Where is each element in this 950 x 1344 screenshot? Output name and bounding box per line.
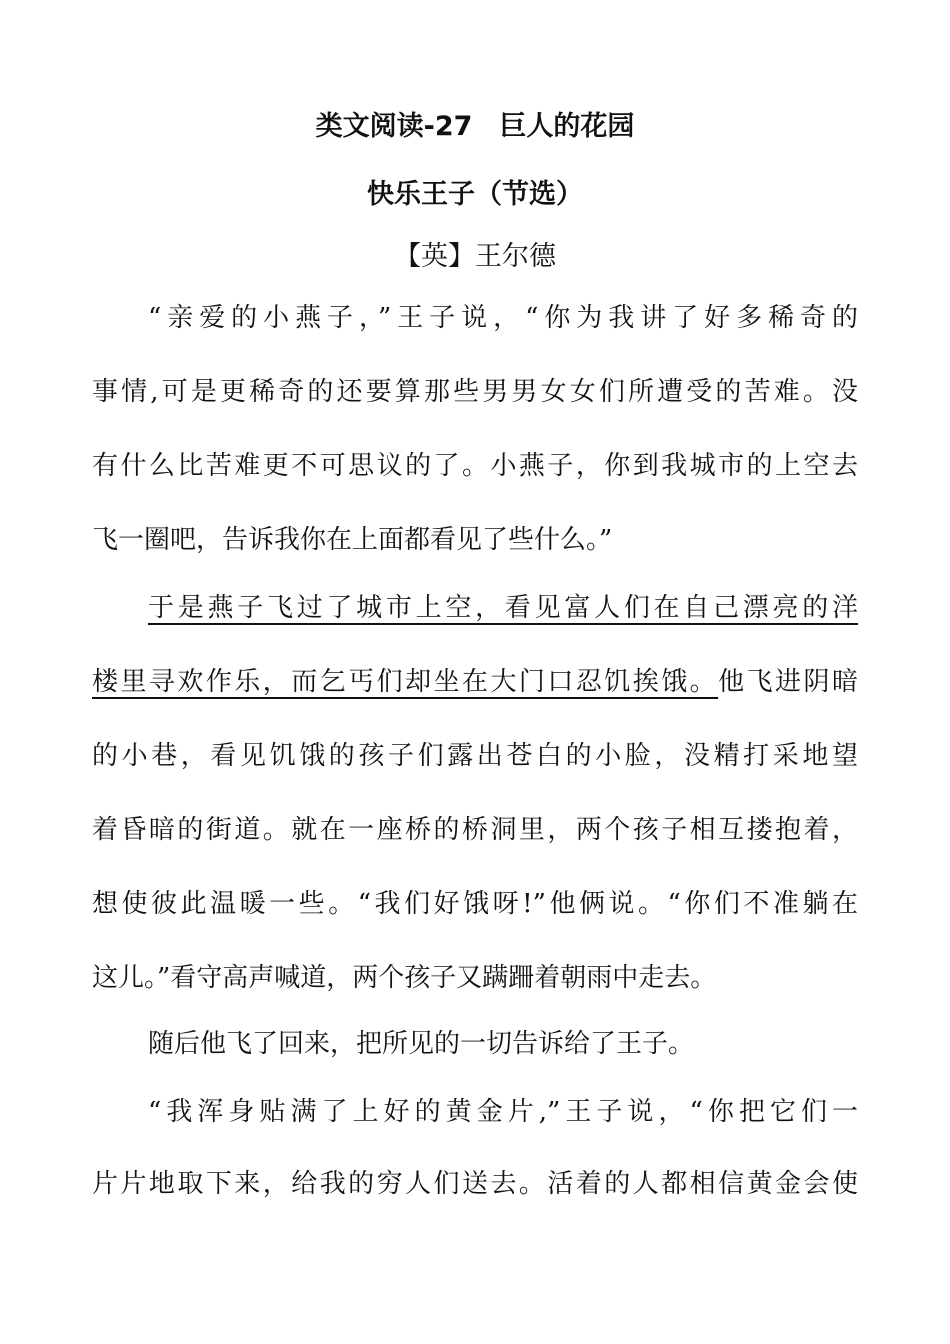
- mixed-line: [92, 662, 858, 702]
- paragraph-line: 的小巷，看见饥饿的孩子们露出苍白的小脸，没精打采地望: [92, 741, 858, 771]
- underlined-text: 楼里寻欢作乐，而乞丐们却坐在大门口忍饥挨饿。: [92, 667, 719, 697]
- paragraph-line: 事情,可是更稀奇的还要算那些男男女女们所遭受的苦难。没: [92, 377, 858, 407]
- paragraph-line: 飞一圈吧，告诉我你在上面都看见了些什么。”: [92, 525, 613, 555]
- paragraph-line: 着昏暗的街道。就在一座桥的桥洞里，两个孩子相互搂抱着，: [92, 815, 858, 845]
- paragraph-line: 片片地取下来，给我的穷人们送去。活着的人都相信黄金会使: [92, 1169, 858, 1199]
- author-line: 【英】王尔德: [394, 241, 556, 272]
- paragraph-line: 随后他飞了回来，把所见的一切告诉给了王子。: [148, 1029, 695, 1059]
- paragraph-line: 这儿。”看守高声喊道，两个孩子又蹒跚着朝雨中走去。: [92, 963, 717, 993]
- paragraph-line: “我浑身贴满了上好的黄金片,”王子说，“你把它们一: [148, 1097, 858, 1127]
- line-continuation: 他飞进阴暗: [718, 667, 858, 697]
- underlined-line: 于是燕子飞过了城市上空，看见富人们在自己漂亮的洋: [148, 593, 858, 623]
- paragraph-line: 想使彼此温暖一些。“我们好饿呀!”他俩说。“你们不准躺在: [92, 889, 858, 919]
- page-subtitle: 快乐王子（节选）: [367, 179, 583, 210]
- page-title: 类文阅读-27 巨人的花园: [315, 111, 635, 142]
- paragraph-line: “亲爱的小燕子，”王子说，“你为我讲了好多稀奇的: [148, 303, 858, 333]
- paragraph-line: 有什么比苦难更不可思议的了。小燕子，你到我城市的上空去: [92, 451, 858, 481]
